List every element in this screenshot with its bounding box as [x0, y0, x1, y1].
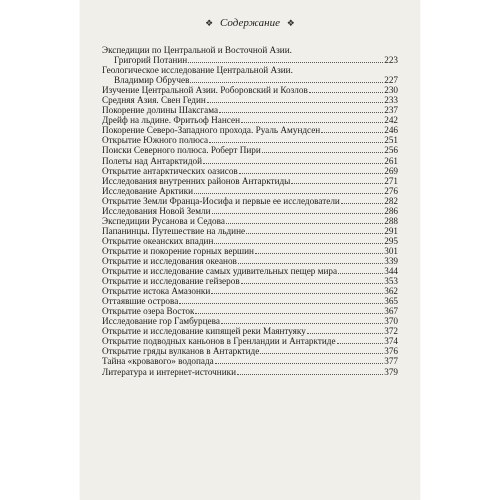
toc-entry	[102, 226, 398, 236]
toc-entry-title: Геологическое исследование Центральной Азии.	[102, 65, 293, 76]
toc-entry	[102, 105, 398, 115]
toc-entry	[102, 346, 398, 356]
toc-dot-leader	[321, 125, 383, 133]
toc-entry	[102, 296, 398, 306]
toc-entry-title: Открытие и исследование кипящей реки Маянтуяку	[102, 326, 306, 337]
toc-dot-leader	[341, 196, 383, 204]
toc-entry	[102, 186, 398, 196]
book-page	[80, 0, 420, 500]
toc-dot-leader	[255, 246, 383, 254]
toc-entry-title: Дрейф на льдине. Фритьоф Нансен	[102, 115, 240, 126]
toc-page-number: 256	[384, 145, 398, 156]
toc-entry	[102, 266, 398, 276]
toc-page-number: 374	[384, 336, 398, 347]
toc-page-number: 276	[384, 185, 398, 196]
table-of-contents	[102, 45, 398, 377]
toc-entry	[102, 125, 398, 135]
toc-page-number: 376	[384, 346, 398, 357]
toc-entry-title: Открытие и покорение горных вершин	[102, 245, 254, 256]
ornament-right-icon: ❖	[286, 18, 295, 28]
toc-entry-title: Литература и интернет-источники	[102, 366, 237, 377]
toc-dot-leader	[212, 206, 384, 214]
toc-entry	[102, 145, 398, 155]
toc-page-number: 353	[384, 276, 398, 287]
toc-dot-leader	[239, 166, 383, 174]
toc-dot-leader	[241, 276, 384, 284]
toc-entry-title: Исследование гор Гамбурцева	[102, 316, 220, 327]
toc-page-number: 230	[384, 85, 398, 96]
toc-entry	[102, 135, 398, 145]
toc-entry	[102, 85, 398, 95]
toc-entry	[102, 156, 398, 166]
toc-dot-leader	[211, 286, 383, 294]
toc-dot-leader	[215, 356, 383, 364]
toc-entry-title: Исследования Новой Земли	[102, 205, 211, 216]
toc-entry	[102, 356, 398, 366]
toc-entry	[102, 246, 398, 256]
toc-dot-leader	[221, 316, 383, 324]
toc-entry	[102, 166, 398, 176]
toc-dot-leader	[307, 326, 383, 334]
toc-page-number: 377	[384, 356, 398, 367]
contents-header	[80, 17, 420, 29]
toc-page-number: 367	[384, 306, 398, 317]
toc-dot-leader	[338, 266, 383, 274]
contents-title: Содержание	[219, 17, 280, 29]
toc-page-number: 271	[384, 175, 398, 186]
toc-entry-title: Григорий Потанин	[114, 55, 188, 66]
toc-page-number: 372	[384, 326, 398, 337]
toc-dot-leader	[179, 296, 383, 304]
toc-page-number: 291	[384, 225, 398, 236]
toc-entry-title: Исследование Арктики	[102, 185, 193, 196]
toc-entry-title: Открытие Южного полюса	[102, 135, 209, 146]
toc-page-number: 301	[384, 245, 398, 256]
toc-entry-title: Открытие озера Восток	[102, 306, 195, 317]
toc-dot-leader	[188, 55, 383, 63]
toc-dot-leader	[246, 226, 383, 234]
toc-dot-leader	[260, 346, 383, 354]
toc-page-number: 282	[384, 195, 398, 206]
toc-entry-title: Открытие океанских впадин	[102, 235, 214, 246]
toc-page-number: 339	[384, 255, 398, 266]
toc-entry-title: Открытие Земли Франца-Иосифа и первые ее исследователи	[102, 195, 340, 206]
toc-entry-title: Покорение долины Шаксгама	[102, 105, 219, 116]
toc-entry	[102, 55, 398, 65]
toc-entry	[102, 306, 398, 316]
toc-page-number: 362	[384, 286, 398, 297]
toc-entry-title: Открытие и исследование самых удивительных пещер мира	[102, 266, 338, 277]
toc-dot-leader	[226, 216, 383, 224]
toc-entry-title: Оттаявшие острова	[102, 296, 179, 307]
toc-entry	[102, 286, 398, 296]
toc-entry-title: Открытие антарктических оазисов	[102, 165, 238, 176]
toc-entry	[102, 236, 398, 246]
toc-dot-leader	[337, 336, 384, 344]
toc-entry	[102, 276, 398, 286]
toc-dot-leader	[214, 236, 383, 244]
toc-page-number: 288	[384, 215, 398, 226]
toc-entry-title: Открытие подводных каньонов в Гренландии и Антарктиде	[102, 336, 336, 347]
toc-page-number: 344	[384, 266, 398, 277]
toc-dot-leader	[209, 135, 383, 143]
toc-dot-leader	[219, 105, 383, 113]
toc-dot-leader	[291, 176, 383, 184]
toc-entry-title: Тайна «кровавого» водопада	[102, 356, 214, 367]
toc-page-number: 242	[384, 115, 398, 126]
toc-entry-title: Средняя Азия. Свен Гедин	[102, 95, 206, 106]
toc-entry-title: Поиски Северного полюса. Роберт Пири	[102, 145, 261, 156]
toc-entry	[102, 336, 398, 346]
toc-entry	[102, 196, 398, 206]
toc-entry-title: Полеты над Антарктидой	[102, 155, 203, 166]
toc-page-number: 286	[384, 205, 398, 216]
toc-dot-leader	[194, 186, 383, 194]
toc-dot-leader	[207, 95, 383, 103]
toc-dot-leader	[190, 75, 383, 83]
toc-entry	[102, 367, 398, 377]
toc-entry-title: Исследования внутренних районов Антарктиды	[102, 175, 291, 186]
toc-page-number: 370	[384, 316, 398, 327]
toc-page-number: 295	[384, 235, 398, 246]
toc-entry-title: Владимир Обручев	[114, 75, 190, 86]
toc-entry	[102, 45, 398, 55]
toc-page-number: 261	[384, 155, 398, 166]
toc-dot-leader	[309, 85, 383, 93]
toc-dot-leader	[237, 367, 383, 375]
toc-entry	[102, 75, 398, 85]
toc-entry	[102, 115, 398, 125]
toc-page-number: 233	[384, 95, 398, 106]
toc-entry	[102, 95, 398, 105]
toc-entry	[102, 326, 398, 336]
toc-entry-title: Покорение Северо-Западного прохода. Руаль Амундсен	[102, 125, 321, 136]
toc-entry	[102, 256, 398, 266]
toc-dot-leader	[195, 306, 383, 314]
toc-entry	[102, 65, 398, 75]
toc-dot-leader	[241, 115, 383, 123]
toc-entry-title: Открытие и исследования океанов	[102, 255, 237, 266]
toc-entry-title: Изучение Центральной Азии. Роборовский и Козлов	[102, 85, 308, 96]
toc-entry	[102, 176, 398, 186]
toc-entry-title: Открытие истока Амазонки	[102, 286, 211, 297]
toc-page-number: 223	[384, 55, 398, 66]
toc-entry-title: Открытие гряды вулканов в Антарктиде	[102, 346, 260, 357]
toc-entry-title: Открытие и исследование гейзеров	[102, 276, 240, 287]
toc-entry-title: Папанинцы. Путешествие на льдине	[102, 225, 246, 236]
toc-dot-leader	[238, 256, 383, 264]
toc-page-number: 237	[384, 105, 398, 116]
toc-dot-leader	[203, 156, 383, 164]
toc-page-number: 365	[384, 296, 398, 307]
toc-page-number: 246	[384, 125, 398, 136]
toc-page-number: 251	[384, 135, 398, 146]
toc-page-number: 269	[384, 165, 398, 176]
toc-entry	[102, 316, 398, 326]
toc-page-number: 227	[384, 75, 398, 86]
toc-entry	[102, 216, 398, 226]
toc-dot-leader	[262, 145, 383, 153]
toc-entry-title: Экспедиции по Центральной и Восточной Азии.	[102, 45, 292, 55]
ornament-left-icon: ❖	[205, 18, 214, 28]
toc-entry	[102, 206, 398, 216]
toc-entry-title: Экспедиции Русанова и Седова	[102, 215, 225, 226]
toc-page-number: 379	[384, 366, 398, 377]
